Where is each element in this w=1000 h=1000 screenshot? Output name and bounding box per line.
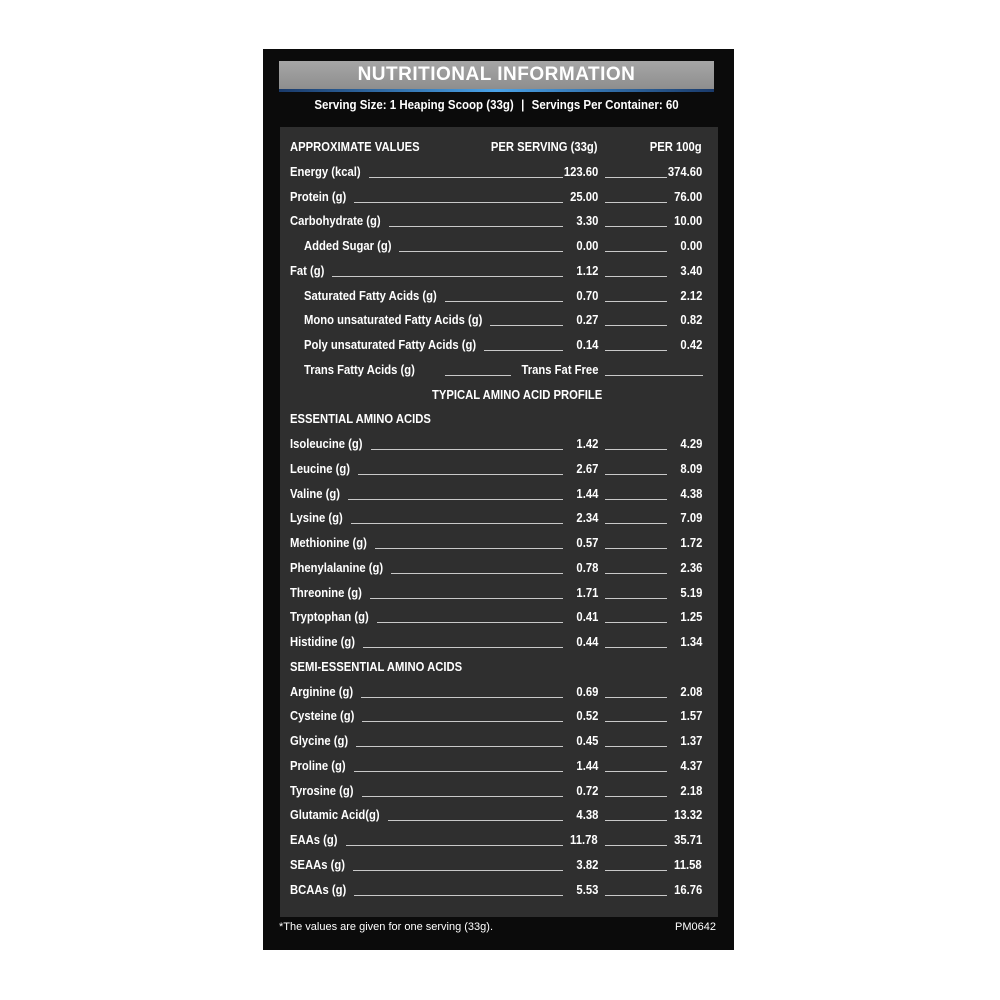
per-serving-value: 0.78	[576, 560, 598, 575]
table-row	[280, 805, 718, 825]
per-100g-value: 7.09	[680, 511, 702, 526]
per-100g-value: 76.00	[673, 189, 702, 204]
leader-line	[605, 350, 667, 351]
leader-line	[605, 301, 667, 302]
table-row	[280, 533, 718, 553]
table-row	[280, 682, 718, 702]
table-row	[280, 607, 718, 627]
leader-line	[605, 845, 667, 846]
title-accent-line	[279, 89, 714, 92]
per-serving-value: 0.41	[576, 610, 598, 625]
leader-line	[605, 870, 667, 871]
per-100g-value: 2.36	[680, 560, 702, 575]
leader-line	[605, 499, 667, 500]
table-row	[280, 310, 718, 330]
nutrient-name: Glycine (g)	[290, 734, 349, 748]
nutrient-name: Arginine (g)	[290, 684, 354, 699]
per-100g-value: 10.00	[673, 214, 702, 229]
leader-line	[358, 474, 563, 475]
leader-line	[605, 276, 667, 277]
per-100g-value: 4.38	[680, 486, 702, 501]
leader-line	[389, 226, 563, 227]
leader-line	[346, 845, 563, 846]
label-title: NUTRITIONAL INFORMATION	[279, 61, 714, 89]
table-row	[280, 484, 718, 504]
per-serving-value: 3.82	[576, 857, 598, 872]
per-100g-value: 11.58	[674, 857, 702, 872]
per-100g-value: 2.08	[680, 684, 702, 699]
table-row	[280, 211, 718, 231]
per-100g-value: 0.82	[680, 313, 702, 328]
table-row	[280, 583, 718, 603]
leader-line	[605, 449, 667, 450]
nutrient-name: Cysteine (g)	[290, 709, 355, 724]
leader-line	[605, 523, 667, 524]
leader-line	[605, 251, 667, 252]
serving-separator: |	[521, 98, 525, 112]
table-row	[280, 756, 718, 776]
leader-line	[356, 746, 563, 747]
nutrient-name: Tryptophan (g)	[290, 610, 369, 625]
leader-line	[605, 226, 667, 227]
per-100g-value: 3.40	[680, 263, 702, 278]
leader-line	[490, 325, 563, 326]
per-serving-value: 0.27	[576, 313, 598, 328]
nutrient-name: EAAs (g)	[290, 833, 338, 847]
per-serving-value: 0.57	[576, 536, 598, 550]
header-approximate-values: APPROXIMATE VALUES	[290, 140, 420, 154]
header-per-100g: PER 100g	[650, 140, 702, 154]
per-serving-value: 25.00	[569, 189, 598, 204]
nutrient-name: Valine (g)	[290, 486, 341, 501]
leader-line	[388, 820, 563, 821]
per-serving-value: 0.14	[576, 338, 598, 352]
nutrient-name: Phenylalanine (g)	[290, 560, 384, 575]
leader-line	[605, 647, 667, 648]
leader-line	[353, 870, 563, 871]
amino-profile-heading	[280, 385, 718, 405]
nutrient-name: Leucine (g)	[290, 461, 351, 476]
product-code: PM0642	[675, 921, 716, 933]
per-serving-value: 1.71	[576, 585, 598, 600]
table-row	[280, 335, 718, 355]
header-per-serving: PER SERVING (33g)	[491, 140, 598, 154]
leader-line	[399, 251, 563, 252]
footnote: *The values are given for one serving (33g).	[279, 921, 494, 933]
table-row-trans-fat	[280, 360, 718, 380]
leader-line	[605, 796, 667, 797]
table-row	[280, 781, 718, 801]
nutrient-name: Saturated Fatty Acids (g)	[304, 288, 437, 303]
leader-line	[362, 721, 563, 722]
table-row	[280, 236, 718, 256]
table-row	[280, 731, 718, 751]
table-row	[280, 558, 718, 578]
trans-fat-value: Trans Fat Free	[521, 362, 598, 377]
leader-line	[351, 523, 563, 524]
leader-line	[354, 771, 563, 772]
per-serving-value: 0.00	[576, 239, 598, 253]
per-serving-value: 2.34	[576, 511, 598, 526]
nutrient-name: Fat (g)	[290, 263, 325, 278]
leader-line	[332, 276, 563, 277]
leader-line	[363, 647, 563, 648]
per-serving-value: 4.38	[576, 808, 598, 823]
per-serving-value: 123.60	[563, 164, 598, 179]
leader-line	[605, 721, 667, 722]
per-100g-value: 13.32	[673, 808, 702, 823]
table-row	[280, 880, 718, 900]
nutrient-name: Isoleucine (g)	[290, 437, 363, 451]
per-100g-value: 1.57	[680, 709, 702, 724]
leader-line	[605, 895, 667, 896]
amino-profile-title: TYPICAL AMINO ACID PROFILE	[432, 387, 603, 402]
per-100g-value: 0.00	[680, 239, 702, 253]
leader-line	[391, 573, 563, 574]
per-100g-value: 8.09	[680, 461, 702, 476]
serving-size: Serving Size: 1 Heaping Scoop (33g)	[314, 98, 514, 112]
nutrition-label	[263, 49, 734, 950]
nutrient-name: Glutamic Acid(g)	[290, 808, 380, 823]
serving-info	[296, 94, 696, 116]
nutrient-name: Threonine (g)	[290, 585, 362, 600]
per-serving-value: 5.53	[576, 882, 598, 897]
nutrition-table	[280, 127, 718, 917]
nutrient-name: Energy (kcal)	[290, 164, 361, 179]
leader-line	[484, 350, 563, 351]
table-row	[280, 459, 718, 479]
per-serving-value: 0.52	[576, 709, 598, 724]
per-serving-value: 3.30	[576, 214, 598, 229]
leader-line	[445, 375, 511, 376]
table-row	[280, 187, 718, 207]
nutrient-name: Proline (g)	[290, 758, 346, 773]
per-100g-value: 1.25	[680, 610, 702, 625]
table-row	[280, 855, 718, 875]
per-serving-value: 1.12	[576, 263, 598, 278]
leader-line	[371, 449, 563, 450]
per-100g-value: 4.29	[680, 437, 702, 451]
per-serving-value: 0.45	[576, 734, 598, 748]
per-100g-value: 1.72	[680, 536, 702, 550]
leader-line	[605, 325, 667, 326]
section-heading	[280, 657, 718, 677]
nutrient-name: Lysine (g)	[290, 511, 343, 526]
leader-line	[605, 202, 667, 203]
per-serving-value: 2.67	[576, 461, 598, 476]
leader-line	[362, 796, 563, 797]
table-row	[280, 706, 718, 726]
essential-heading: ESSENTIAL AMINO ACIDS	[290, 412, 431, 427]
table-row	[280, 508, 718, 528]
leader-line	[377, 622, 563, 623]
per-serving-value: 1.44	[576, 758, 598, 773]
table-row	[280, 434, 718, 454]
leader-line	[605, 697, 667, 698]
section-heading	[280, 409, 718, 429]
leader-line	[605, 177, 667, 178]
leader-line	[370, 598, 563, 599]
leader-line	[445, 301, 563, 302]
table-row	[280, 286, 718, 306]
nutrient-name: BCAAs (g)	[290, 882, 347, 897]
per-100g-value: 374.60	[667, 164, 702, 179]
per-serving-value: 11.78	[570, 833, 598, 847]
nutrient-name: Tyrosine (g)	[290, 783, 354, 798]
leader-line	[605, 548, 667, 549]
leader-line	[375, 548, 563, 549]
per-100g-value: 2.18	[680, 783, 702, 798]
nutrient-name: Protein (g)	[290, 189, 347, 204]
nutrient-name: Mono unsaturated Fatty Acids (g)	[304, 313, 483, 328]
per-serving-value: 1.44	[576, 486, 598, 501]
nutrient-name: Carbohydrate (g)	[290, 214, 381, 229]
leader-line	[605, 598, 667, 599]
per-serving-value: 0.72	[576, 783, 598, 798]
per-100g-value: 4.37	[680, 758, 702, 773]
semi-essential-heading: SEMI-ESSENTIAL AMINO ACIDS	[290, 659, 463, 674]
nutrient-name: Methionine (g)	[290, 536, 367, 550]
leader-line	[605, 746, 667, 747]
leader-line	[605, 375, 703, 376]
leader-line	[354, 895, 563, 896]
per-serving-value: 0.69	[576, 684, 598, 699]
table-row	[280, 632, 718, 652]
table-row	[280, 162, 718, 182]
leader-line	[369, 177, 563, 178]
nutrient-name: Trans Fatty Acids (g)	[304, 362, 415, 377]
table-header	[280, 137, 718, 157]
leader-line	[605, 820, 667, 821]
nutrient-name: Poly unsaturated Fatty Acids (g)	[304, 338, 477, 352]
per-serving-value: 0.44	[576, 635, 598, 649]
per-100g-value: 1.34	[680, 635, 702, 649]
nutrient-name: Added Sugar (g)	[304, 239, 392, 253]
table-row	[280, 830, 718, 850]
leader-line	[361, 697, 563, 698]
per-100g-value: 5.19	[680, 585, 702, 600]
leader-line	[605, 474, 667, 475]
per-100g-value: 16.76	[673, 882, 702, 897]
nutrient-name: Histidine (g)	[290, 635, 355, 649]
servings-per-container: Servings Per Container: 60	[531, 98, 679, 112]
leader-line	[605, 573, 667, 574]
per-100g-value: 0.42	[680, 338, 702, 352]
leader-line	[354, 202, 563, 203]
per-100g-value: 2.12	[680, 288, 702, 303]
leader-line	[348, 499, 563, 500]
nutrient-name: SEAAs (g)	[290, 857, 346, 872]
table-row	[280, 261, 718, 281]
leader-line	[605, 622, 667, 623]
per-serving-value: 1.42	[576, 437, 598, 451]
leader-line	[605, 771, 667, 772]
per-100g-value: 1.37	[680, 734, 702, 748]
per-100g-value: 35.71	[673, 833, 702, 847]
per-serving-value: 0.70	[576, 288, 598, 303]
